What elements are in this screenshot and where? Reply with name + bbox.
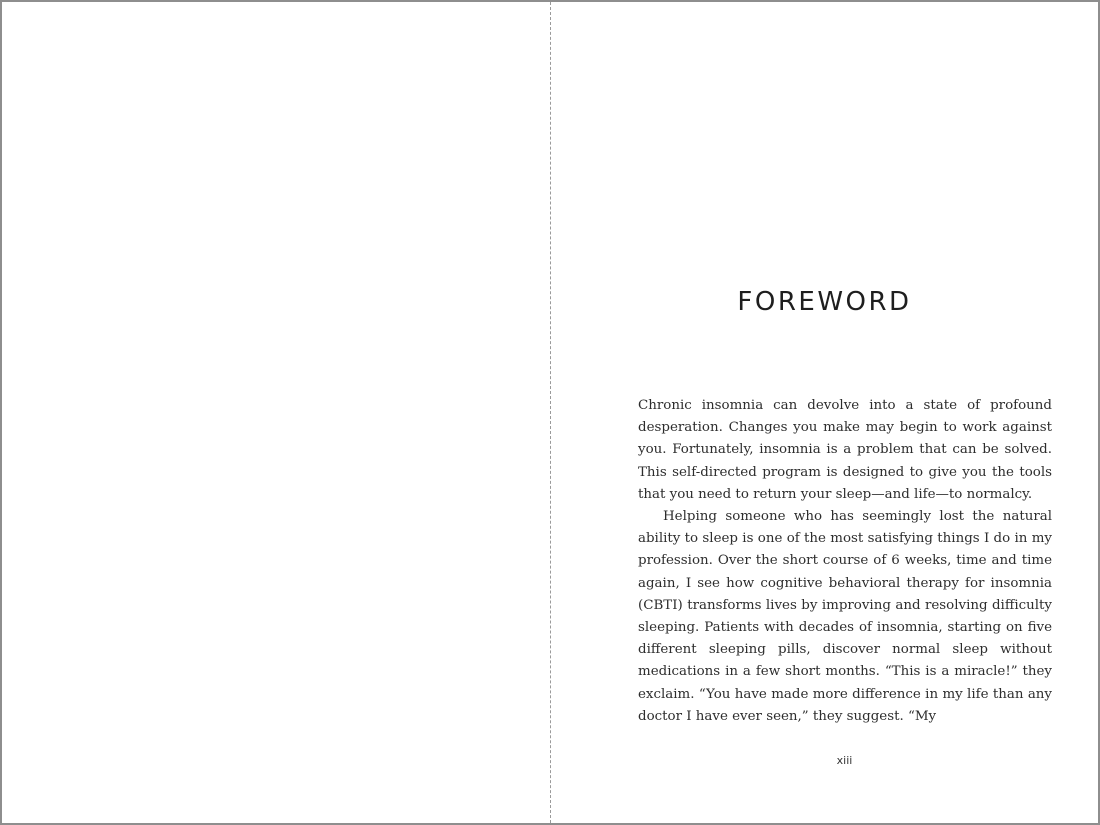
paragraph-2: Helping someone who has seemingly lost the natural ability to sleep is one of the most satisfying things I do in my profession. Over the short course of 6 weeks, time and time again, I see how cognitive behavioral therapy for insomnia (CBTI) transforms lives by improving and resolving difficulty sleeping. Patients with decades of insomnia, starting on five different sleeping pills, discover normal sleep without medications in a few short months. “This is a miracle!” they exclaim. “You have made more difference in my life than any doctor I have ever seen,” they suggest. “My: [638, 509, 1052, 724]
page-number: xiii: [836, 754, 853, 767]
body-text: [638, 395, 1052, 728]
right-page: [551, 2, 1098, 823]
paragraph-1: Chronic insomnia can devolve into a state of profound desperation. Changes you make may begin to work against you. Fortunately, insomnia is a problem that can be solved. This self-directed program is designed to give you the tools that you need to return your sleep—and life—to normalcy.: [638, 398, 1052, 502]
chapter-title: FOREWORD: [737, 287, 912, 317]
left-page-blank: [2, 2, 550, 823]
